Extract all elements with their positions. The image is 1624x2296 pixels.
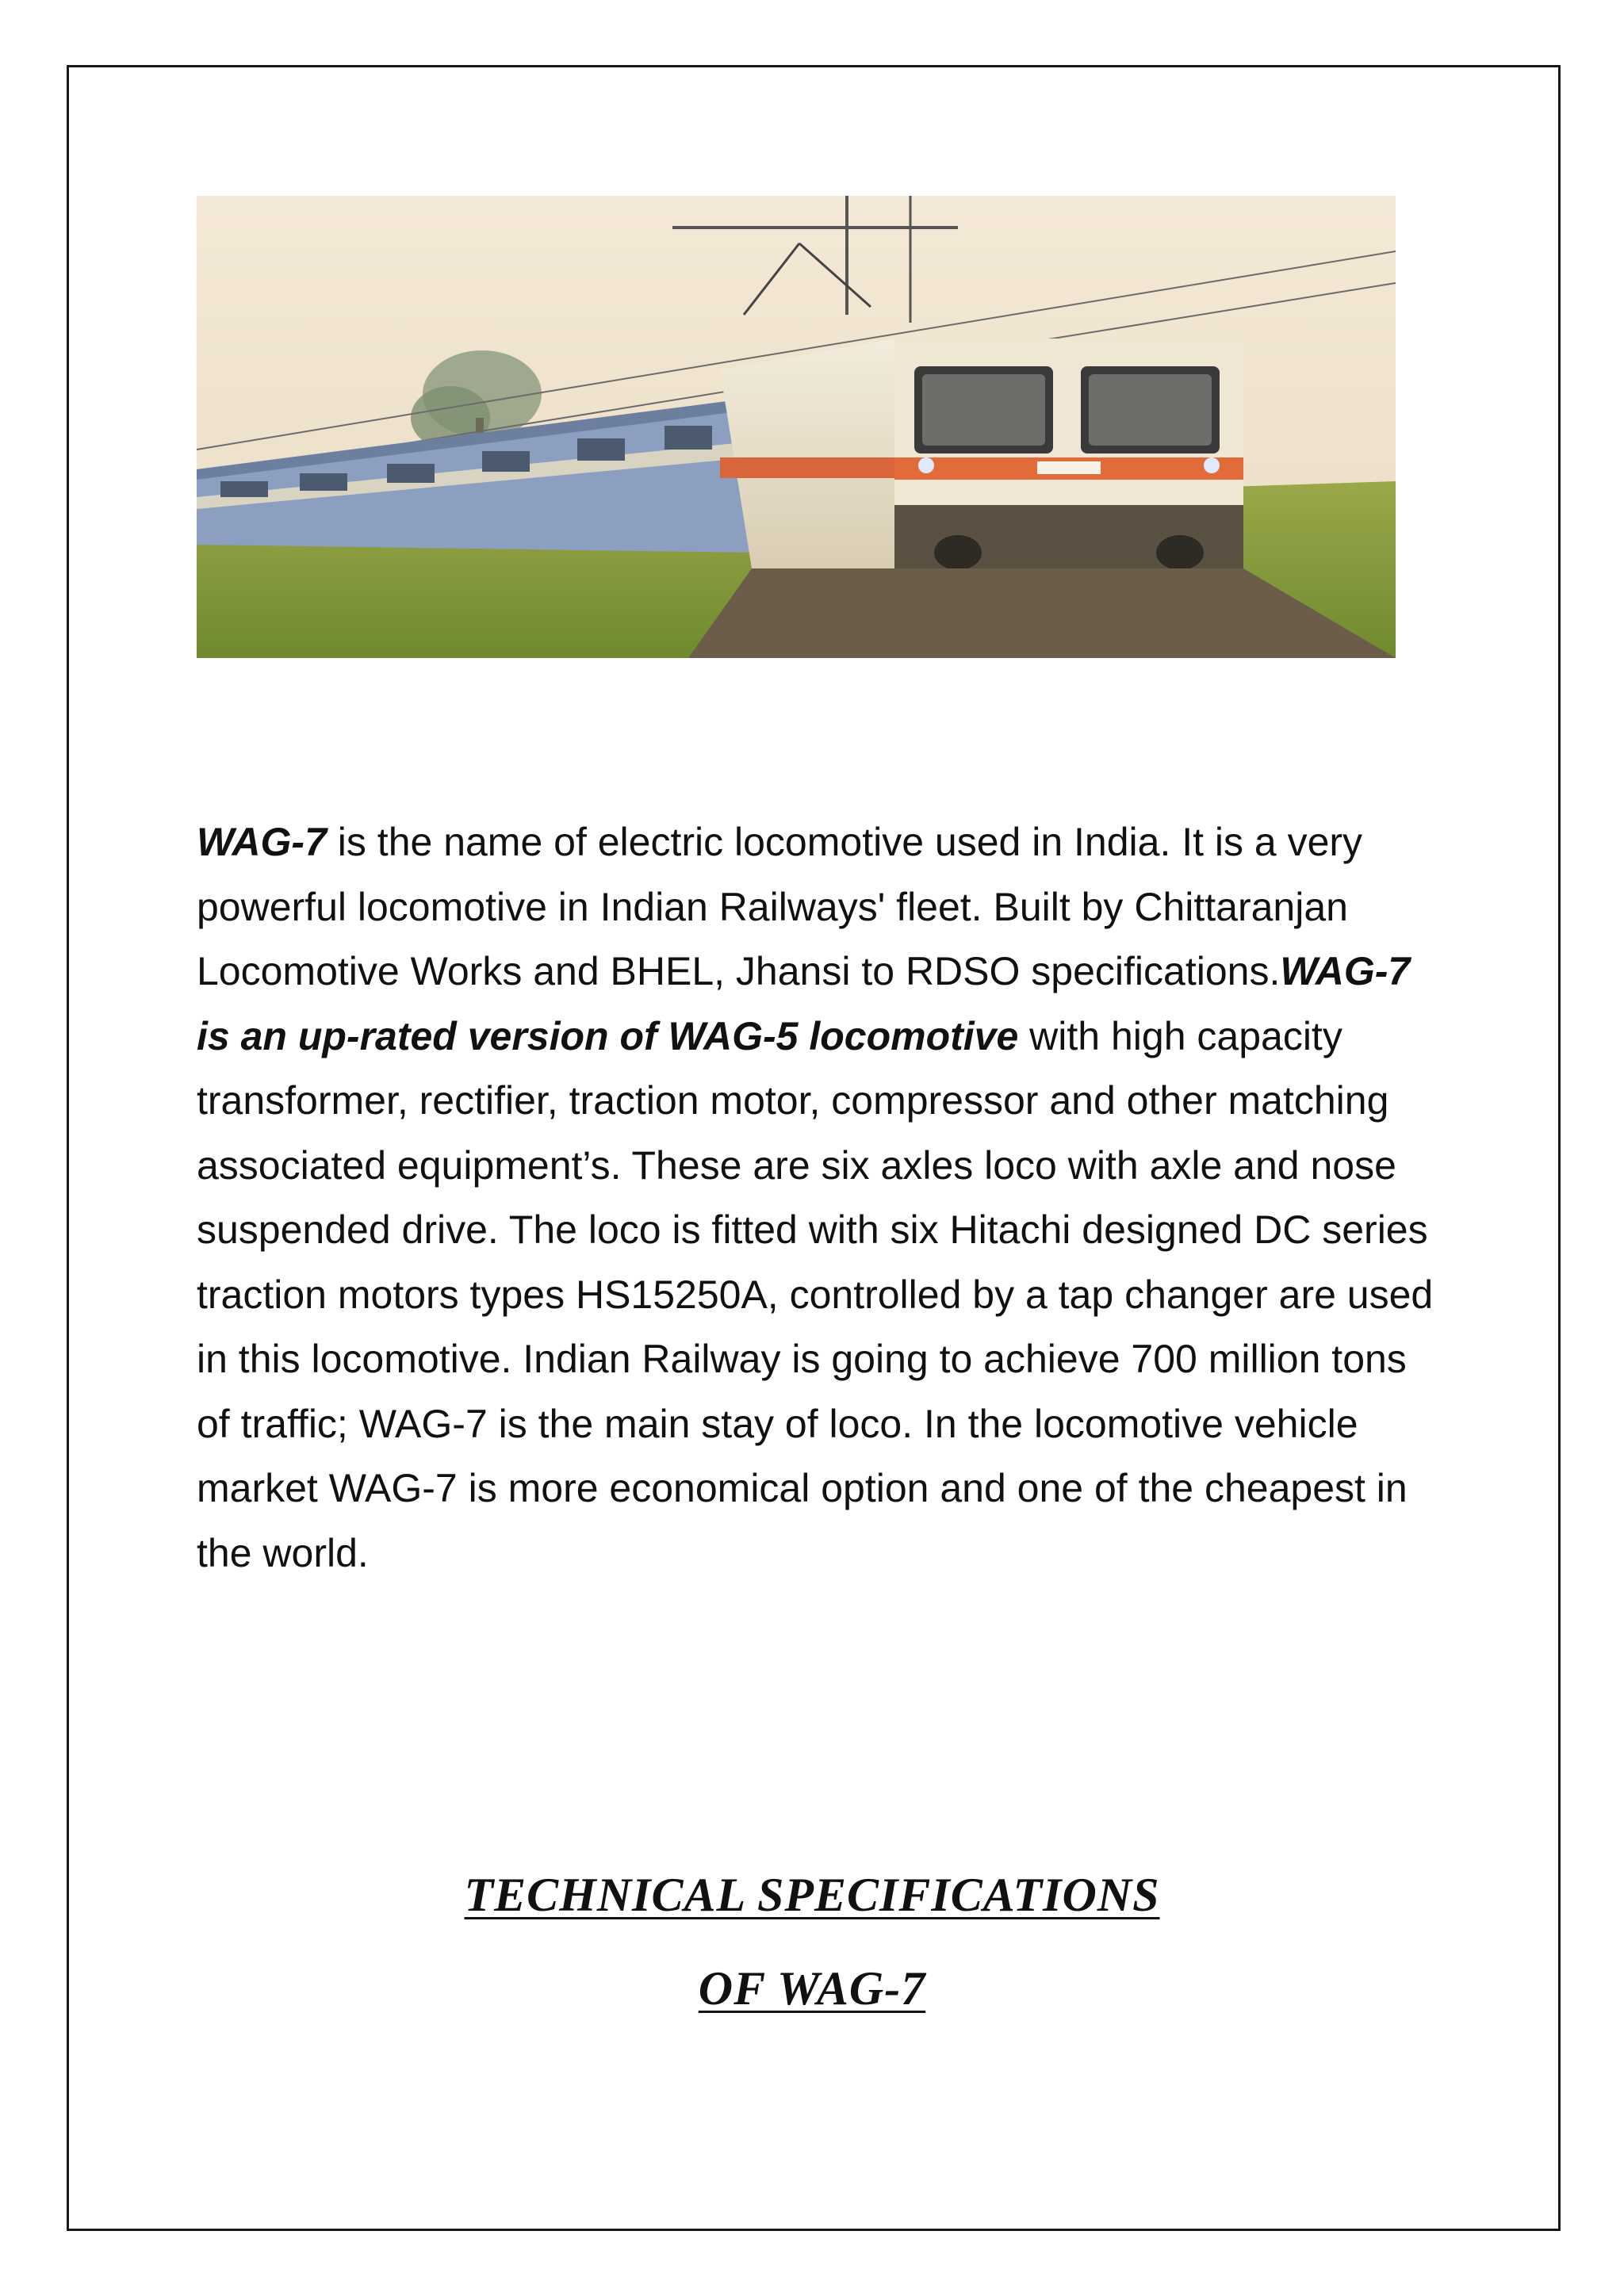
section-heading-text-1: TECHNICAL SPECIFICATIONS [464,1869,1160,1921]
locomotive-photo [197,196,1396,658]
paragraph-text-2: with high capacity transformer, rectifier, traction motor, compressor and other matching associated equipment’s. These are six axles loco with axle and nose suspended drive. The loco is fitted with six Hitachi designed DC series traction motors types HS15250A, controlled by a tap changer are used in this locomotive. Indian Railway is going to achieve 700 million tons of traffic; WAG-7 is the main stay of loco. In the locomotive vehicle market WAG-7 is more economical option and one of the cheapest in the world. [197,1013,1434,1575]
body-paragraph [197,810,1450,1586]
paragraph-text-1: is the name of electric locomotive used in India. It is a very powerful locomotive in Indian Railways' fleet. Built by Chittaranjan Locomotive Works and BHEL, Jhansi to RDSO specifications. [197,820,1363,993]
lead-term: WAG-7 [197,820,327,864]
emphasis-text: WAG-7 is an up-rated version of WAG-5 locomotive [197,949,1411,1058]
section-heading-line-1 [0,1868,1624,1923]
section-heading-text-2: OF WAG-7 [698,1962,926,2015]
section-heading-line-2 [0,1961,1624,2016]
